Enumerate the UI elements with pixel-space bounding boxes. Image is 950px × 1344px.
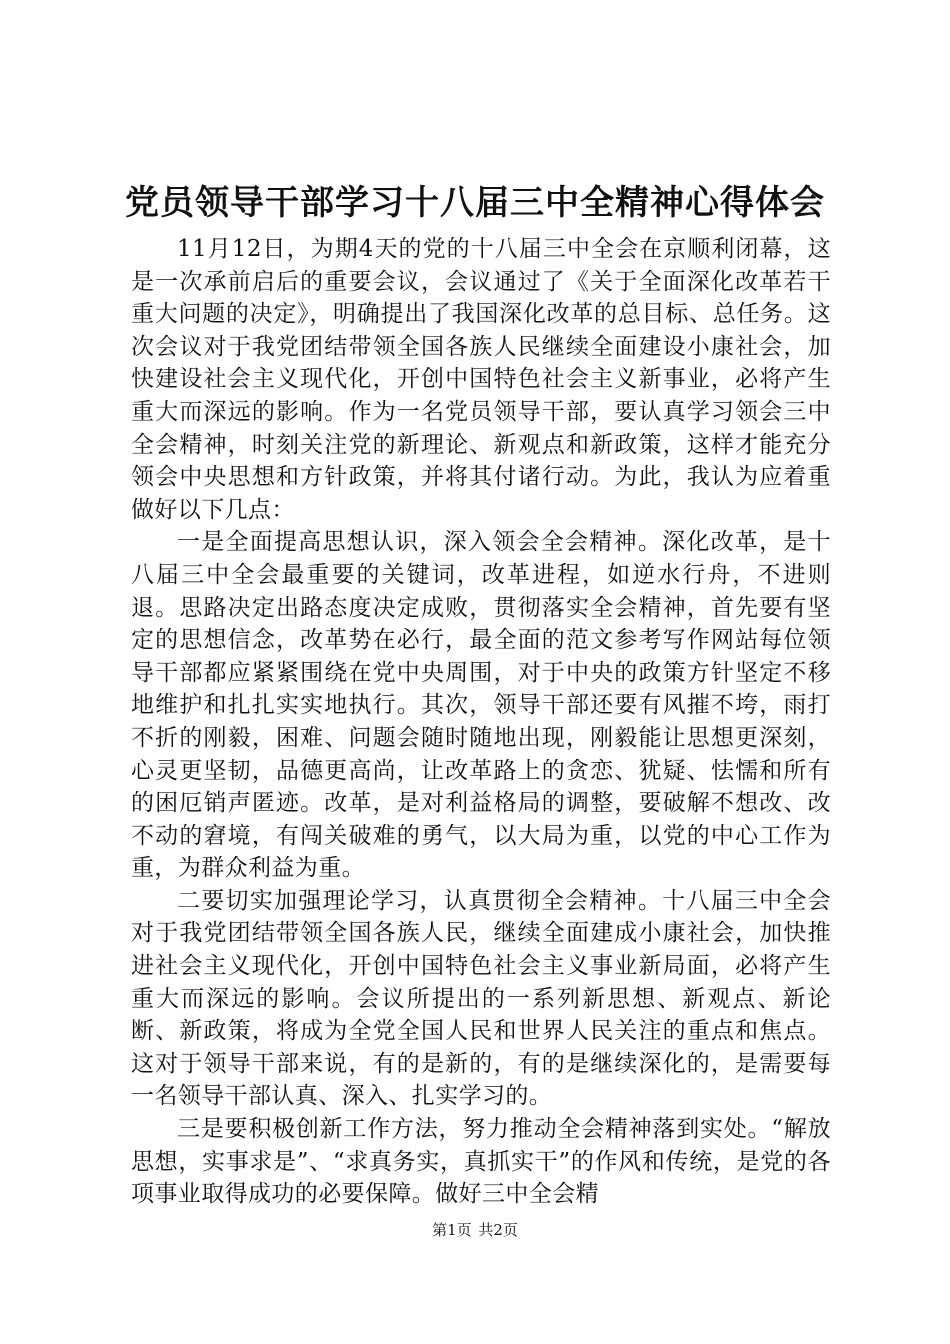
paragraph-point-two: 二要切实加强理论学习，认真贯彻全会精神。十八届三中全会对于我党团结带领全国各族人民，继续全面建成小康社会，加快推进社会主义现代化，开创中国特色社会主义事业新局面，必将产生重大而深远的影响。会议所提出的一系列新思想、新观点、新论断、新政策，将成为全党全国人民和世界人民关注的重点和焦点。这对于领导干部来说，有的是新的，有的是继续深化的，是需要每一名领导干部认真、深入、扎实学习的。 xyxy=(131,887,831,1110)
page-footer xyxy=(0,1220,950,1240)
document-body xyxy=(131,233,831,1211)
paragraph-point-three: 三是要积极创新工作方法，努力推动全会精神落到实处。“解放思想，实事求是”、“求真务实，真抓实干”的作风和传统，是党的各项事业取得成功的必要保障。做好三中全会精 xyxy=(131,1116,831,1208)
page-title: 党员领导干部学习十八届三中全精神心得体会 xyxy=(125,183,825,223)
paragraph-intro: 11月12日，为期4天的党的十八届三中全会在京顺利闭幕，这是一次承前启后的重要会议，会议通过了《关于全面深化改革若干重大问题的决定》，明确提出了我国深化改革的总目标、总任务。这次会议对于我党团结带领全国各族人民继续全面建设小康社会，加快建设社会主义现代化，开创中国特色社会主义新事业，必将产生重大而深远的影响。作为一名党员领导干部，要认真学习领会三中全会精神，时刻关注党的新理论、新观点和新政策，这样才能充分领会中央思想和方针政策，并将其付诸行动。为此，我认为应着重做好以下几点： xyxy=(131,236,831,523)
paragraph-point-one: 一是全面提高思想认识，深入领会全会精神。深化改革，是十八届三中全会最重要的关键词，改革进程，如逆水行舟，不进则退。思路决定出路态度决定成败，贯彻落实全会精神，首先要有坚定的思想信念，改革势在必行，最全面的范文参考写作网站每位领导干部都应紧紧围绕在党中央周围，对于中央的政策方针坚定不移地维护和扎扎实实地执行。其次，领导干部还要有风摧不垮，雨打不折的刚毅，困难、问题会随时随地出现，刚毅能让思想更深刻，心灵更坚韧，品德更高尚，让改革路上的贪恋、犹疑、怯懦和所有的困厄销声匿迹。改革，是对利益格局的调整，要破解不想改、改不动的窘境，有闯关破难的勇气，以大局为重，以党的中心工作为重，为群众利益为重。 xyxy=(131,529,831,882)
page-total: 共2页 xyxy=(478,1221,518,1239)
page-number: 第1页 xyxy=(432,1221,472,1239)
